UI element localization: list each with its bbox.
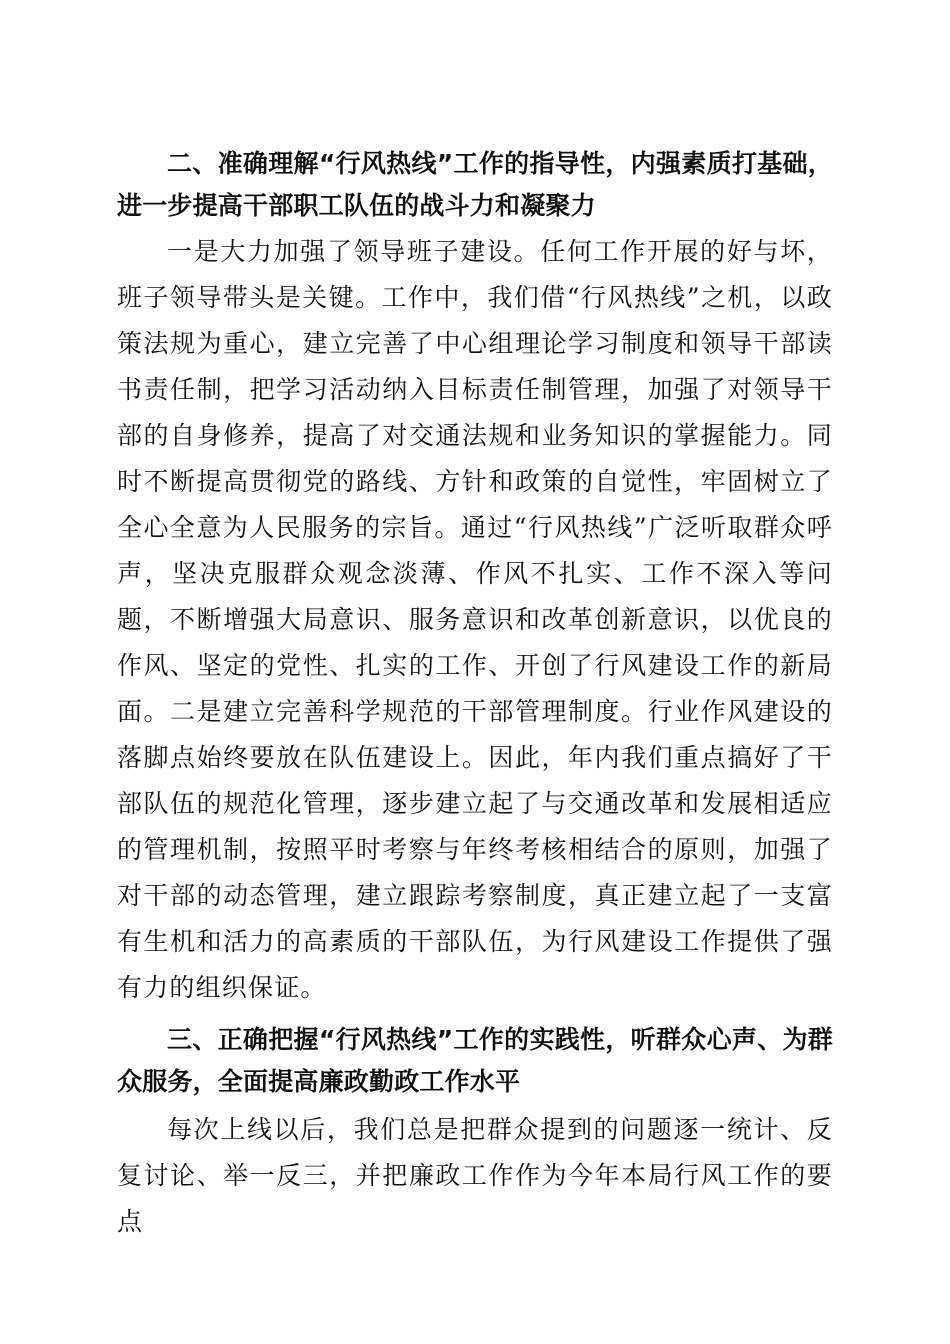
section-heading-2: 二、准确理解“行风热线”工作的指导性，内强素质打基础，进一步提高干部职工队伍的战斗力和凝聚力 [117, 149, 833, 220]
section-heading-3: 三、正确把握“行风热线”工作的实践性，听群众心声、为群众服务，全面提高廉政勤政工作水平 [117, 1025, 833, 1096]
section-paragraph-2: 一是大力加强了领导班子建设。任何工作开展的好与坏，班子领导带头是关键。工作中，我们借“行风热线”之机，以政策法规为重心，建立完善了中心组理论学习制度和领导干部读书责任制，把学习活动纳入目标责任制管理，加强了对领导干部的自身修养，提高了对交通法规和业务知识的掌握能力。同时不断提高贯彻党的路线、方针和政策的自觉性，牢固树立了全心全意为人民服务的宗旨。通过“行风热线”广泛听取群众呼声，坚决克服群众观念淡薄、作风不扎实、工作不深入等问题，不断增强大局意识、服务意识和改革创新意识，以优良的作风、坚定的党性、扎实的工作、开创了行风建设工作的新局面。二是建立完善科学规范的干部管理制度。行业作风建设的落脚点始终要放在队伍建设上。因此，年内我们重点搞好了干部队伍的规范化管理，逐步建立起了与交通改革和发展相适应的管理机制，按照平时考察与年终考核相结合的原则，加强了对干部的动态管理，建立跟踪考察制度，真正建立起了一支富有生机和活力的高素质的干部队伍，为行风建设工作提供了强有力的组织保证。 [117, 237, 833, 1002]
document-body [117, 143, 833, 1245]
section-paragraph-3: 每次上线以后，我们总是把群众提到的问题逐一统计、反复讨论、举一反三，并把廉政工作作为今年本局行风工作的要点 [117, 1115, 833, 1236]
